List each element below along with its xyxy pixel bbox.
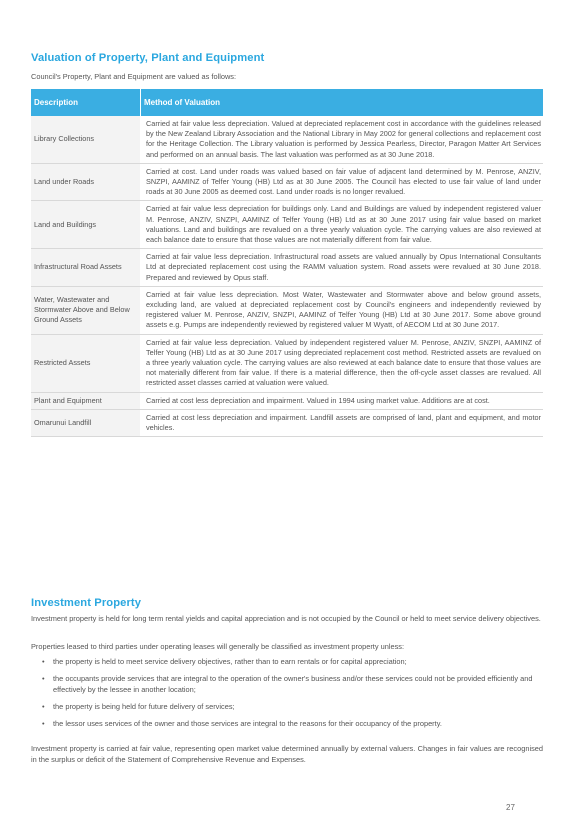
table-row bbox=[31, 286, 543, 334]
row-method: Carried at fair value less depreciation. Valued at depreciated replacement cost in accordance with the guidelines released by the New Zealand Library Association and the National Library in May 2002 for general collections and replacement cost for the Heritage Collection. The Library valuation is performed by Jessica Pearless, Director, Paragon Matter Art Services and performed on an annual basis. The last valuation was performed as at 30 June 2018. bbox=[141, 116, 544, 163]
section-intro: Council's Property, Plant and Equipment are valued as follows: bbox=[31, 72, 237, 81]
table-row bbox=[31, 201, 543, 249]
row-method: Carried at fair value less depreciation. Most Water, Wastewater and Stormwater above and below ground assets, excluding land, are valued at depreciated replacement cost by Council's engineers and independently reviewed by registered valuer M. Penrose, ANZIV, SNZPI, AAMINZ of Telfer Young (HB) Ltd at 30 June 2017. Some above ground assets e.g. Pumps are independently reviewed by registered valuer M Wyatt, of AECOM Ltd at 30 June 2017. bbox=[141, 286, 544, 334]
row-description: Restricted Assets bbox=[31, 334, 141, 392]
row-description: Land and Buildings bbox=[31, 201, 141, 249]
bullet-list bbox=[31, 657, 543, 736]
page-number: 27 bbox=[506, 803, 515, 812]
header-description: Description bbox=[31, 89, 141, 116]
list-item: • the property is being held for future delivery of services; bbox=[31, 702, 543, 713]
section-title-investment: Investment Property bbox=[31, 597, 142, 609]
table-row bbox=[31, 116, 543, 163]
row-method: Carried at fair value less depreciation for buildings only. Land and Buildings are valued by independent registered valuer M. Penrose, ANZIV, SNZPI, AAMINZ of Telfer Young (HB) Ltd as at 30 June 2017 using fair value based on market valuations. Land and buildings are revalued on a three yearly valuation cycle. The carrying values are also reviewed at each balance date to ensure that those values are not materially different from fair value. bbox=[141, 201, 544, 249]
list-item: • the lessor uses services of the owner and those services are integral to the reasons for their occupancy of the property. bbox=[31, 719, 543, 730]
row-description: Land under Roads bbox=[31, 163, 141, 201]
row-method: Carried at fair value less depreciation. Infrastructural road assets are valued annually by Opus International Consultants Ltd at depreciated replacement cost using the RAMM valuation system. Road assets were revalued at 30 June 2018. Prepared and reviewed by Opus staff. bbox=[141, 249, 544, 287]
table-row bbox=[31, 249, 543, 287]
section-title-valuation: Valuation of Property, Plant and Equipment bbox=[31, 52, 265, 64]
paragraph: Investment property is held for long term rental yields and capital appreciation and is not occupied by the Council or held to meet service delivery objectives. bbox=[31, 614, 541, 623]
table-row bbox=[31, 163, 543, 201]
valuation-table bbox=[31, 89, 543, 437]
list-item: • the occupants provide services that are integral to the operation of the owner's business and/or these services could not be provided efficiently and effectively by the lessee in another location; bbox=[31, 674, 543, 695]
row-method: Carried at cost. Land under roads was valued based on fair value of adjacent land determined by M. Penrose, ANZIV, SNZPI, AAMINZ of Telfer Young (HB) Ltd as at 30 June 2005. The Council has elected to use fair value of land under roads at 30 June 2005 as deemed cost. Land under roads is no longer revalued. bbox=[141, 163, 544, 201]
row-method: Carried at cost less depreciation and impairment. Valued in 1994 using market value. Additions are at cost. bbox=[141, 392, 544, 409]
row-method: Carried at fair value less depreciation. Valued by independent registered valuer M. Penrose, ANZIV, SNZPI, AAMINZ of Telfer Young (HB) Ltd as at 30 June 2017 using depreciated replacement cost method. Restricted assets are revalued on a three yearly valuation cycle. The carrying values are also reviewed at each balance date to ensure that those values are not materially different from fair value. If there is a material difference, then the off-cycle asset classes are revalued. All restricted asset classes carried at valuation were valued. bbox=[141, 334, 544, 392]
table-header-row bbox=[31, 89, 543, 116]
paragraph: Investment property is carried at fair value, representing open market value determined annually by external valuers. Changes in fair values are recognised in the surplus or deficit of the Statement of Comprehensive Revenue and Expenses. bbox=[31, 744, 543, 764]
header-method: Method of Valuation bbox=[141, 89, 544, 116]
row-description: Library Collections bbox=[31, 116, 141, 163]
row-method: Carried at cost less depreciation and impairment. Landfill assets are comprised of land, plant and equipment, and motor vehicles. bbox=[141, 409, 544, 436]
table-row bbox=[31, 334, 543, 392]
table-row bbox=[31, 392, 543, 409]
row-description: Omarunui Landfill bbox=[31, 409, 141, 436]
row-description: Plant and Equipment bbox=[31, 392, 141, 409]
table-row bbox=[31, 409, 543, 436]
row-description: Infrastructural Road Assets bbox=[31, 249, 141, 287]
list-item: • the property is held to meet service delivery objectives, rather than to earn rentals or for capital appreciation; bbox=[31, 657, 543, 668]
paragraph: Properties leased to third parties under operating leases will generally be classified as investment property unless: bbox=[31, 642, 405, 651]
row-description: Water, Wastewater and Stormwater Above and Below Ground Assets bbox=[31, 286, 141, 334]
